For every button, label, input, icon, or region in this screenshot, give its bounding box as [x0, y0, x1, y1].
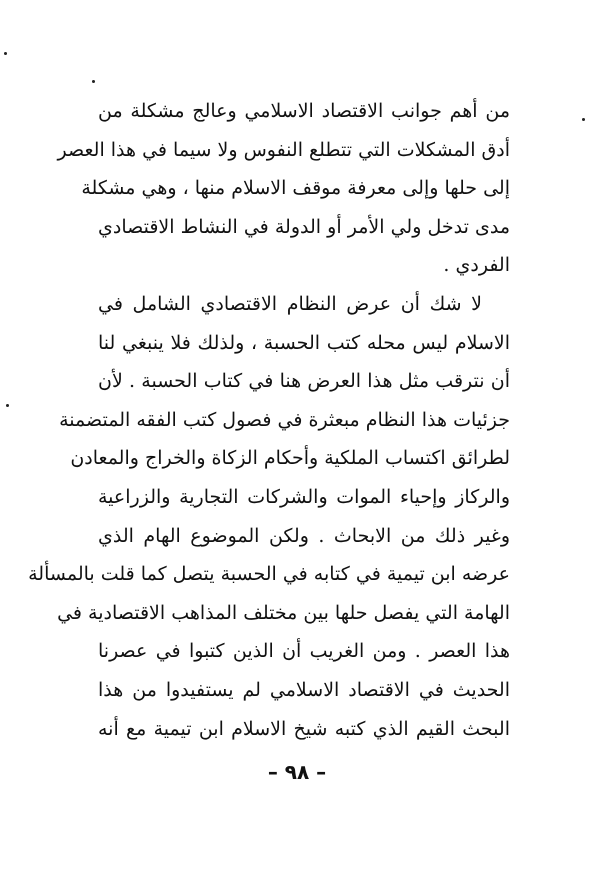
text-line: إلى حلها وإلى معرفة موقف الاسلام منها ، وهي مشكلة	[81, 177, 510, 200]
print-speck	[92, 80, 95, 83]
text-line: لا شك أن عرض النظام الاقتصادي الشامل في	[98, 292, 482, 315]
text-line: وغير ذلك من الابحاث . ولكن الموضوع الهام الذي	[98, 524, 510, 547]
text-line: هذا العصر . ومن الغريب أن الذين كتبوا في عصرنا	[98, 640, 510, 663]
text-line: الفردي .	[443, 254, 510, 277]
text-line: البحث القيم الذي كتبه شيخ الاسلام ابن تيمية مع أنه	[98, 717, 510, 740]
text-line: والركاز وإحياء الموات والشركات التجارية والزراعية	[98, 485, 510, 508]
print-speck	[4, 52, 7, 55]
text-line: لطرائق اكتساب الملكية وأحكام الزكاة والخراج والمعادن	[70, 447, 510, 470]
print-speck	[582, 118, 585, 121]
body-text	[28, 92, 511, 748]
text-line: جزئيات هذا النظام مبعثرة في فصول كتب الفقه المتضمنة	[59, 408, 510, 431]
text-line: الهامة التي يفصل حلها بين مختلف المذاهب الاقتصادية في	[57, 601, 510, 624]
text-line: مدى تدخل ولي الأمر أو الدولة في النشاط الاقتصادي	[98, 215, 510, 238]
text-line: الاسلام ليس محله كتب الحسبة ، ولذلك فلا ينبغي لنا	[98, 331, 510, 354]
page-number: – ٩٨ –	[267, 760, 327, 784]
text-line: من أهم جوانب الاقتصاد الاسلامي وعالج مشكلة من	[98, 100, 510, 122]
text-line: الحديث في الاقتصاد الاسلامي لم يستفيدوا من هذا	[98, 678, 511, 701]
text-line: عرضه ابن تيمية في كتابه في الحسبة يتصل كما قلت بالمسألة	[28, 563, 510, 586]
text-line: أن نترقب مثل هذا العرض هنا في كتاب الحسبة . لأن	[98, 370, 510, 393]
print-speck	[6, 404, 9, 407]
text-line: أدق المشكلات التي تتطلع النفوس ولا سيما في هذا العصر	[57, 138, 510, 161]
